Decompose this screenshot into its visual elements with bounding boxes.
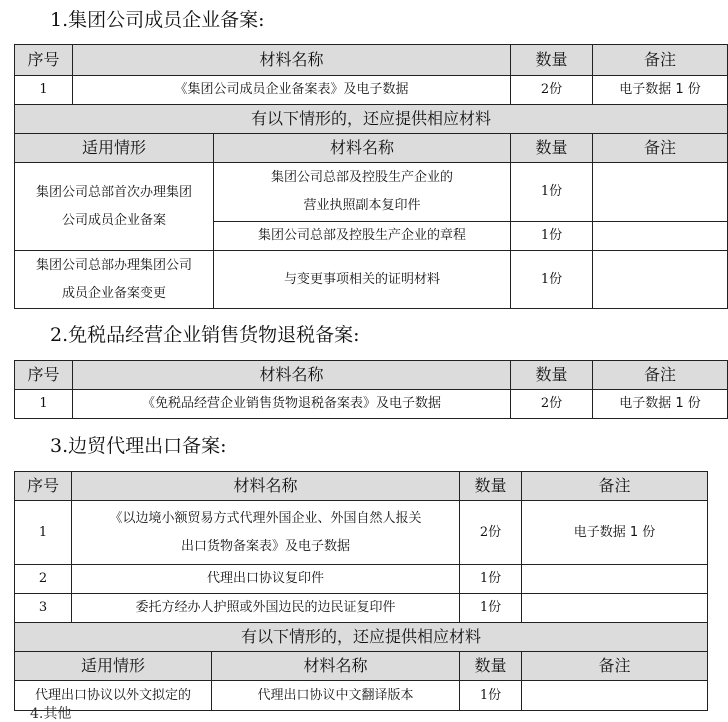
- extra-materials-band: 有以下情形的，还应提供相应材料: [15, 105, 728, 134]
- row-material: 与变更事项相关的证明材料: [214, 251, 511, 309]
- table-row: [15, 163, 728, 222]
- subheader-material: 材料名称: [214, 134, 511, 163]
- header-note: 备注: [593, 361, 728, 390]
- material-line-2: 出口货物备案表》及电子数据: [181, 538, 351, 554]
- section3-table: [14, 471, 708, 711]
- table-row: [15, 681, 708, 711]
- case-cell: [15, 251, 214, 309]
- section2-title: 2.免税品经营企业销售货物退税备案:: [50, 324, 360, 346]
- row-case: 代理出口协议以外文拟定的: [15, 681, 212, 711]
- subheader-qty: 数量: [460, 652, 522, 681]
- row-qty: 1份: [460, 594, 522, 623]
- material-line-2: 营业执照副本复印件: [303, 198, 421, 213]
- header-no: 序号: [15, 45, 73, 76]
- header-material: 材料名称: [72, 472, 460, 501]
- table-row: [15, 251, 728, 309]
- case-line-1: 集团公司总部办理集团公司: [35, 257, 192, 273]
- material-line-1: 集团公司总部及控股生产企业的: [271, 170, 454, 185]
- material-cell: [214, 163, 511, 222]
- case-cell: [15, 163, 214, 251]
- row-note: [522, 565, 708, 594]
- section2-table: [14, 360, 728, 419]
- case-line-2: 成员企业备案变更: [61, 285, 166, 301]
- subheader-case: 适用情形: [15, 652, 212, 681]
- extra-materials-band: 有以下情形的，还应提供相应材料: [15, 623, 708, 652]
- subheader-material: 材料名称: [212, 652, 460, 681]
- table-row: [15, 390, 728, 419]
- header-qty: 数量: [460, 472, 522, 501]
- row-no: 1: [15, 76, 73, 105]
- row-qty: 1份: [511, 163, 593, 222]
- table-row: [15, 565, 708, 594]
- subheader-qty: 数量: [511, 134, 593, 163]
- section3-title: 3.边贸代理出口备案:: [50, 435, 227, 457]
- row-note: [593, 163, 728, 222]
- row-material: 代理出口协议复印件: [72, 565, 460, 594]
- header-note: 备注: [522, 472, 708, 501]
- row-material: 代理出口协议中文翻译版本: [212, 681, 460, 711]
- row-note: 电子数据 1 份: [593, 390, 728, 419]
- row-note: [522, 681, 708, 711]
- header-qty: 数量: [511, 45, 593, 76]
- header-material: 材料名称: [73, 45, 511, 76]
- row-note: 电子数据 1 份: [593, 76, 728, 105]
- row-qty: 2份: [460, 501, 522, 565]
- subheader-note: 备注: [522, 652, 708, 681]
- row-qty: 1份: [511, 222, 593, 251]
- row-qty: 1份: [460, 681, 522, 711]
- material-line-1: 《以边境小额贸易方式代理外国企业、外国自然人报关: [109, 510, 422, 526]
- header-qty: 数量: [511, 361, 593, 390]
- subheader-note: 备注: [593, 134, 728, 163]
- section1-title: 1.集团公司成员企业备案:: [50, 9, 265, 31]
- case-line-2: 公司成员企业备案: [61, 212, 166, 228]
- header-material: 材料名称: [73, 361, 511, 390]
- row-note: [522, 594, 708, 623]
- subheader-case: 适用情形: [15, 134, 214, 163]
- section1-table: [14, 44, 728, 309]
- row-note: [593, 222, 728, 251]
- row-qty: 2份: [511, 76, 593, 105]
- row-qty: 1份: [460, 565, 522, 594]
- row-note: [593, 251, 728, 309]
- row-no: 3: [15, 594, 72, 623]
- row-no: 1: [15, 501, 72, 565]
- header-no: 序号: [15, 472, 72, 501]
- row-material: 委托方经办人护照或外国边民的边民证复印件: [72, 594, 460, 623]
- row-material: 集团公司总部及控股生产企业的章程: [214, 222, 511, 251]
- next-section-title-partial: 4.其他: [30, 706, 72, 722]
- header-no: 序号: [15, 361, 73, 390]
- table-row: [15, 501, 708, 565]
- row-material: 《免税品经营企业销售货物退税备案表》及电子数据: [73, 390, 511, 419]
- row-qty: 2份: [511, 390, 593, 419]
- row-no: 1: [15, 390, 73, 419]
- table-row: [15, 594, 708, 623]
- header-note: 备注: [593, 45, 728, 76]
- table-row: [15, 76, 728, 105]
- row-no: 2: [15, 565, 72, 594]
- row-note: 电子数据 1 份: [522, 501, 708, 565]
- case-line-1: 集团公司总部首次办理集团: [35, 184, 192, 200]
- row-material: 《集团公司成员企业备案表》及电子数据: [73, 76, 511, 105]
- material-cell: [72, 501, 460, 565]
- row-qty: 1份: [511, 251, 593, 309]
